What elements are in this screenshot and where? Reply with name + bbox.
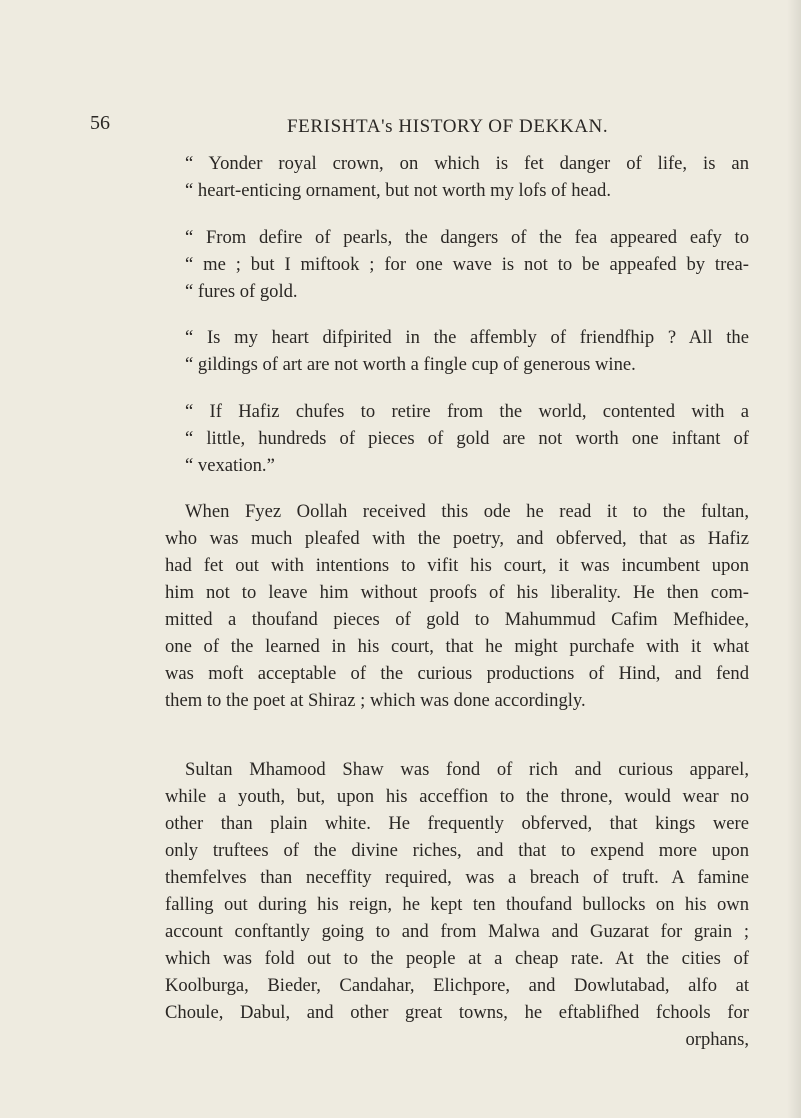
text-line: “ vexation.”	[185, 455, 275, 476]
text-line: “ me ; but I miftook ; for one wave is not to be appeafed by trea-	[185, 254, 749, 275]
text-line: which was fold out to the people at a cheap rate. At the cities of	[165, 948, 749, 969]
prose-paragraph-1	[165, 498, 749, 714]
text-line: themfelves than neceffity required, was a breach of truft. A famine	[165, 867, 749, 888]
text-line: “ Yonder royal crown, on which is fet danger of life, is an	[185, 153, 749, 174]
text-line: only truftees of the divine riches, and that to expend more upon	[165, 840, 749, 861]
text-line: “ little, hundreds of pieces of gold are not worth one inftant of	[185, 428, 749, 449]
verse-stanza-3	[185, 324, 749, 378]
page-edge-shadow	[787, 0, 801, 1118]
text-line: falling out during his reign, he kept ten thoufand bullocks on his own	[165, 894, 749, 915]
text-line: them to the poet at Shiraz ; which was done accordingly.	[165, 690, 586, 711]
text-line: one of the learned in his court, that he might purchafe with it what	[165, 636, 749, 657]
verse-stanza-2	[185, 224, 749, 305]
text-line: while a youth, but, upon his acceffion to the throne, would wear no	[165, 786, 749, 807]
text-line: Sultan Mhamood Shaw was fond of rich and curious apparel,	[185, 759, 749, 780]
running-head: FERISHTA's HISTORY OF DEKKAN.	[287, 116, 609, 137]
text-line: other than plain white. He frequently obferved, that kings were	[165, 813, 749, 834]
text-line: was moft acceptable of the curious productions of Hind, and fend	[165, 663, 749, 684]
text-line: Choule, Dabul, and other great towns, he eftablifhed fchools for	[165, 1002, 749, 1023]
text-line: “ If Hafiz chufes to retire from the world, contented with a	[185, 401, 749, 422]
text-line: mitted a thoufand pieces of gold to Mahummud Cafim Mefhidee,	[165, 609, 749, 630]
verse-stanza-1	[185, 150, 749, 204]
text-line: “ heart-enticing ornament, but not worth my lofs of head.	[185, 180, 611, 201]
text-line: had fet out with intentions to vifit his court, it was incumbent upon	[165, 555, 749, 576]
text-line: “ fures of gold.	[185, 281, 298, 302]
text-line: him not to leave him without proofs of his liberality. He then com-	[165, 582, 749, 603]
text-line: “ gildings of art are not worth a fingle cup of generous wine.	[185, 354, 636, 375]
catchword: orphans,	[685, 1029, 749, 1050]
text-line: When Fyez Oollah received this ode he read it to the fultan,	[185, 501, 749, 522]
verse-stanza-4	[185, 398, 749, 479]
text-line: who was much pleafed with the poetry, and obferved, that as Hafiz	[165, 528, 749, 549]
text-line: “ From defire of pearls, the dangers of the fea appeared eafy to	[185, 227, 749, 248]
text-line: Koolburga, Bieder, Candahar, Elichpore, and Dowlutabad, alfo at	[165, 975, 749, 996]
text-line: “ Is my heart difpirited in the affembly of friendfhip ? All the	[185, 327, 749, 348]
page-number: 56	[90, 112, 110, 134]
text-line: account conftantly going to and from Malwa and Guzarat for grain ;	[165, 921, 749, 942]
prose-paragraph-2	[165, 756, 749, 1053]
